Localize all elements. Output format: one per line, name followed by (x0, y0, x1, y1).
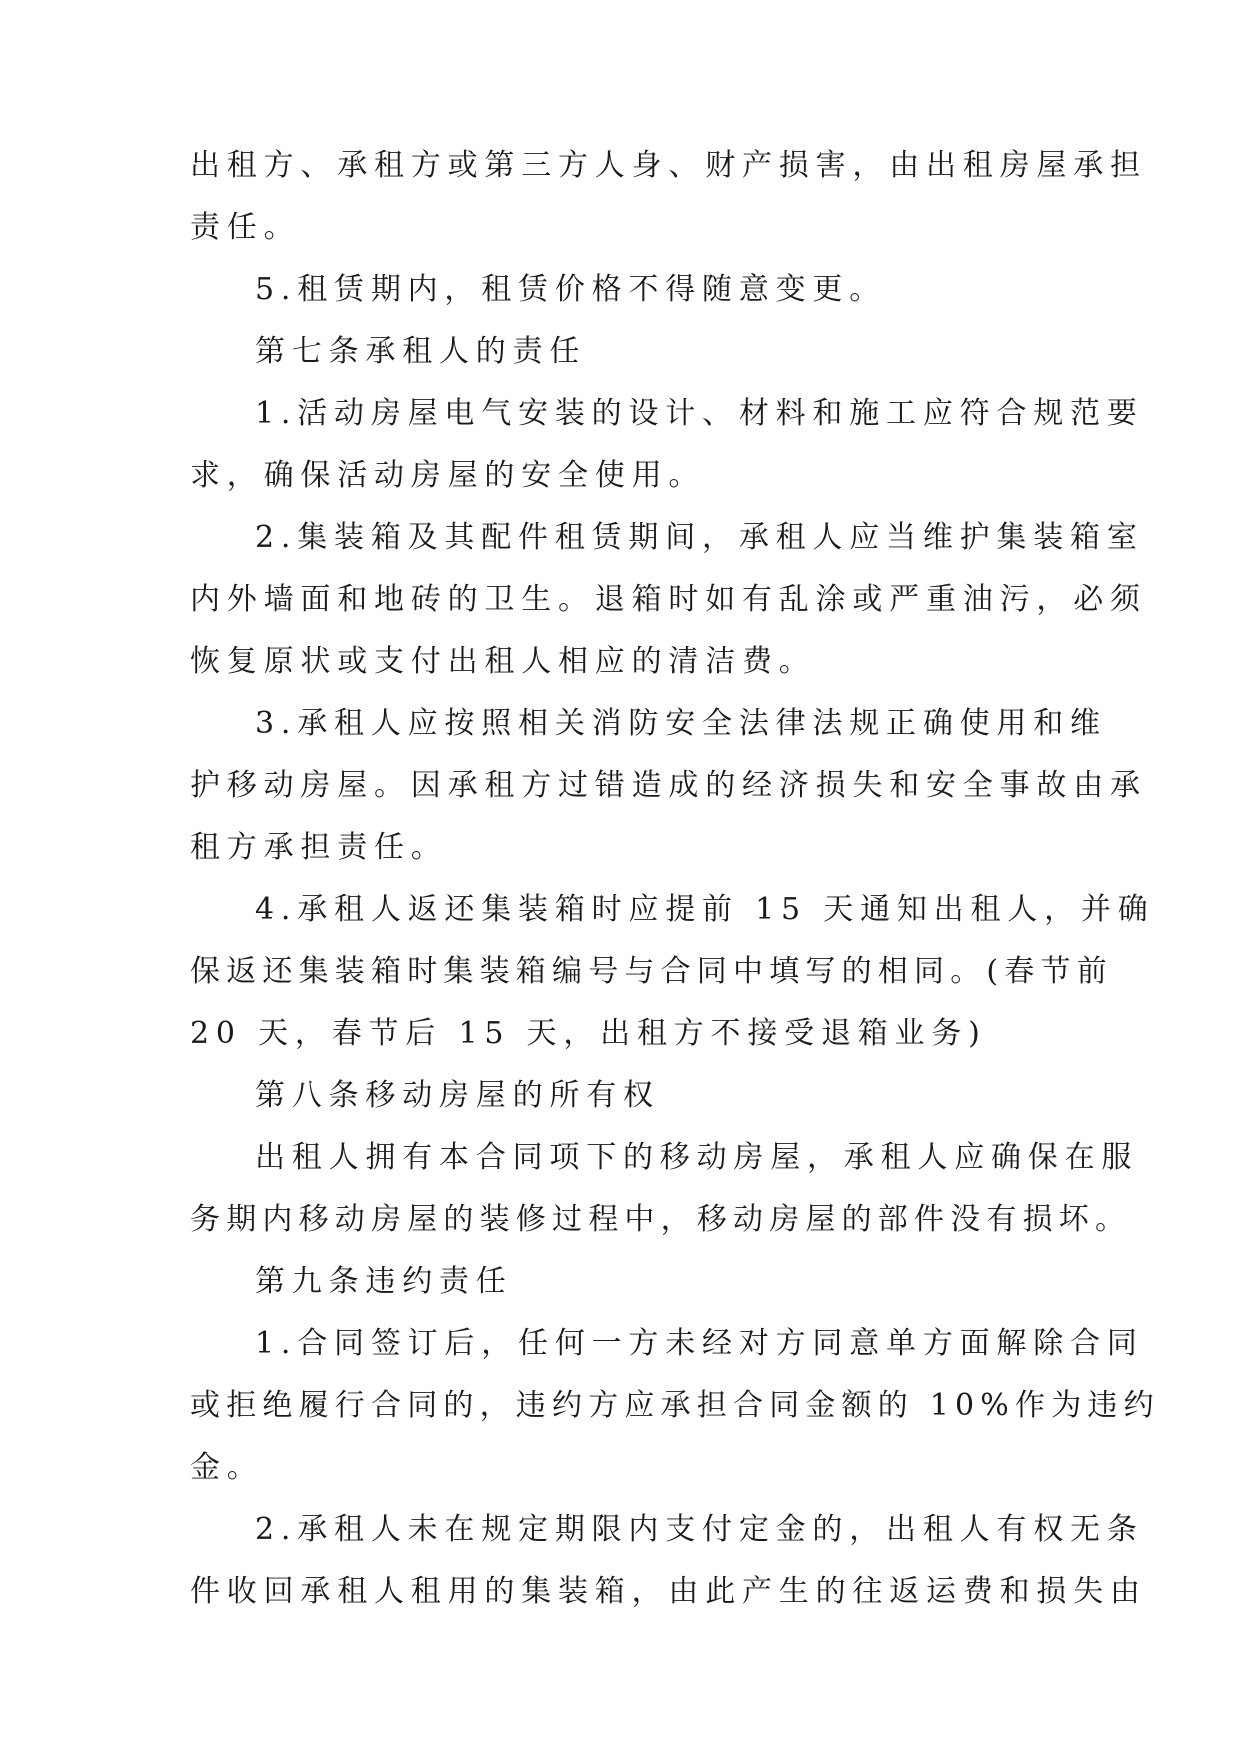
text-line: 20 天，春节后 15 天，出租方不接受退箱业务) (190, 1016, 987, 1051)
paragraph-line: 出租人拥有本合同项下的移动房屋，承租人应确保在服 (255, 1140, 1139, 1175)
list-item: 2.集装箱及其配件租赁期间，承租人应当维护集装箱室 (255, 520, 1144, 555)
text-line: 金。 (190, 1450, 264, 1485)
list-item: 1.合同签订后，任何一方未经对方同意单方面解除合同 (255, 1326, 1144, 1361)
section-heading: 第七条承租人的责任 (255, 334, 587, 369)
text-line: 或拒绝履行合同的，违约方应承担合同金额的 10%作为违约 (190, 1388, 1160, 1423)
list-item: 5.租赁期内，租赁价格不得随意变更。 (255, 272, 887, 307)
list-item: 1.活动房屋电气安装的设计、材料和施工应符合规范要 (255, 396, 1144, 431)
text-line: 责任。 (190, 210, 301, 245)
text-line: 护移动房屋。因承租方过错造成的经济损失和安全事故由承 (190, 768, 1147, 803)
list-item: 4.承租人返还集装箱时应提前 15 天通知出租人，并确 (255, 892, 1155, 927)
text-line: 恢复原状或支付出租人相应的清洁费。 (190, 644, 816, 679)
text-line: 保返还集装箱时集装箱编号与合同中填写的相同。(春节前 (190, 954, 1113, 989)
section-heading: 第八条移动房屋的所有权 (255, 1078, 660, 1113)
text-line: 务期内移动房屋的装修过程中，移动房屋的部件没有损坏。 (190, 1202, 1132, 1237)
text-line: 内外墙面和地砖的卫生。退箱时如有乱涂或严重油污，必须 (190, 582, 1147, 617)
text-line: 件收回承租人租用的集装箱，由此产生的往返运费和损失由 (190, 1574, 1147, 1609)
list-item: 2.承租人未在规定期限内支付定金的，出租人有权无条 (255, 1512, 1144, 1547)
section-heading: 第九条违约责任 (255, 1264, 513, 1299)
text-line: 求，确保活动房屋的安全使用。 (190, 458, 706, 493)
list-item: 3.承租人应按照相关消防安全法律法规正确使用和维 (255, 706, 1107, 741)
text-line: 出租方、承租方或第三方人身、财产损害，由出租房屋承担 (190, 148, 1147, 183)
text-line: 租方承担责任。 (190, 830, 448, 865)
